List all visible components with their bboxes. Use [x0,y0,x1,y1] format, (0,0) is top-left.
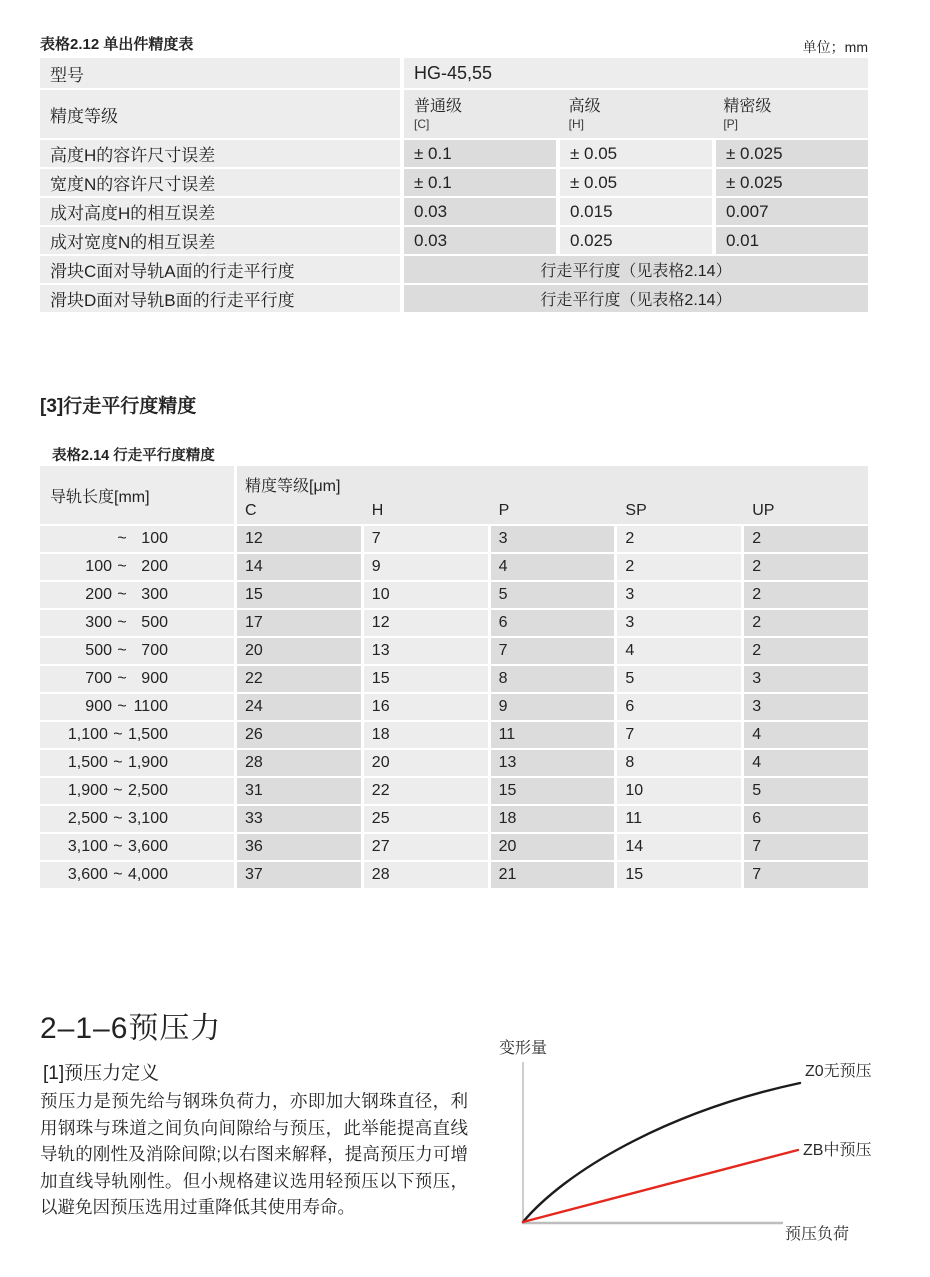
table-row: 3,100 ~ 3,600 36 27 20 14 7 [40,834,868,860]
grade-subcolumns [237,502,868,520]
table-row: 成对宽度N的相互误差 0.03 0.025 0.01 [40,227,868,254]
table-row: 1,900 ~ 2,500 31 22 15 10 5 [40,778,868,804]
table-row: 高度H的容许尺寸误差 ± 0.1 ± 0.05 ± 0.025 [40,140,868,167]
table-row: 滑块D面对导轨B面的行走平行度 行走平行度（见表格2.14） [40,285,868,312]
length-label: 导轨长度[mm] [40,466,234,524]
column-header-h: 高级 [H] [568,97,601,131]
model-value: HG-45,55 [404,58,868,88]
column-header-h: H [371,502,384,519]
section-3-title: [3]行走平行度精度 [40,396,197,417]
y-axis-label: 变形量 [499,1040,548,1057]
table-row: 100 ~ 200 14 9 4 2 2 [40,554,868,580]
table-row: 3,600 ~ 4,000 37 28 21 15 7 [40,862,868,888]
table-row: 滑块C面对导轨A面的行走平行度 行走平行度（见表格2.14） [40,256,868,283]
table-row: 1,100 ~ 1,500 26 18 11 7 4 [40,722,868,748]
table-row: 1,500 ~ 1,900 28 20 13 8 4 [40,750,868,776]
column-header-c: 普通级 [C] [414,97,463,131]
column-header-sp: SP [625,502,647,519]
grade-title: 精度等级[μm] [245,478,341,495]
zb-curve [523,1150,798,1222]
table-row: 宽度N的容许尺寸误差 ± 0.1 ± 0.05 ± 0.025 [40,169,868,196]
grade-label: 精度等级 [40,90,400,138]
model-label: 型号 [40,58,400,88]
section-2-1-6-title: 2–1–6预压力 [40,1012,222,1045]
column-header-c: C [245,502,257,519]
preload-deformation-chart [485,1032,925,1252]
table-2-12 [40,58,868,312]
table-row: 成对高度H的相互误差 0.03 0.015 0.007 [40,198,868,225]
table-row: 500 ~ 700 20 13 7 4 2 [40,638,868,664]
table-row: 700 ~ 900 22 15 8 5 3 [40,666,868,692]
table-row [40,58,868,88]
zb-series-label: ZB中预压 [803,1142,872,1159]
table-row: 2,500 ~ 3,100 33 25 18 11 6 [40,806,868,832]
preload-definition-paragraph: 预压力是预先给与钢珠负荷力，亦即加大钢珠直径，利用钢珠与珠道之间负向间隙给与预压，此举能提高直线导轨的刚性及消除间隙;以右图来解释，提高预压力可增加直线导轨刚性。但小规格建议选用轻预压以下预压，以避免因预压选用过重降低其使用寿命。 [40,1091,468,1217]
table-row: ~ 100 12 7 3 2 2 [40,526,868,552]
table-header-row [40,90,868,138]
column-header-p: P [498,502,510,519]
column-header-up: UP [752,502,775,519]
unit-label: 单位；mm [802,39,868,55]
preload-definition-subtitle: [1]预压力定义 [43,1063,160,1084]
table-header-row [40,466,868,524]
x-axis-label: 预压负荷 [785,1226,850,1243]
table-2-14-caption: 表格2.14 行走平行度精度 [52,448,215,464]
table-2-14 [40,466,868,888]
table-2-12-caption: 表格2.12 单出件精度表 [40,36,194,53]
z0-curve [523,1083,800,1222]
grade-columns [404,90,868,138]
table-row: 300 ~ 500 17 12 6 3 2 [40,610,868,636]
table-row: 200 ~ 300 15 10 5 3 2 [40,582,868,608]
column-header-p: 精密级 [P] [723,97,772,131]
z0-series-label: Z0无预压 [805,1063,872,1080]
table-row: 900 ~ 1100 24 16 9 6 3 [40,694,868,720]
grade-columns [237,466,868,524]
